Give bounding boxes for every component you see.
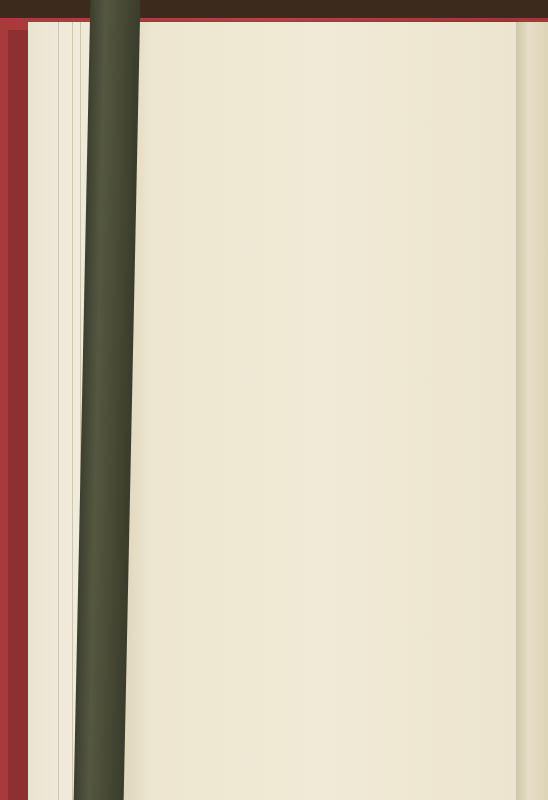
right-page-edge: [516, 22, 548, 800]
book-page: [120, 22, 520, 800]
